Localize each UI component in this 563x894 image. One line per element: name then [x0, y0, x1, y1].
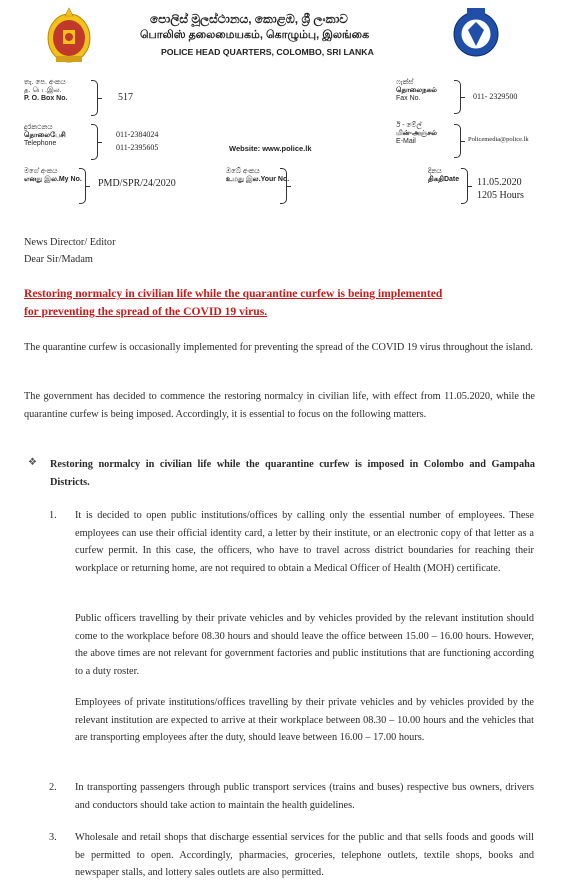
telephone-value-2: 011-2395605	[116, 143, 159, 152]
police-emblem-logo	[450, 4, 502, 62]
item-1-paragraph-3: Employees of private institutions/offices travelling by their private vehicles and by vehicles provided by the relevant institution are expected to arrive at their workplace between 08.30 – 10.00 hours and the vehicles that are transporting employees after the duty, should leave between 16.00 – 17.00 hours.	[75, 697, 534, 743]
header-tamil: பொலிஸ் தலைமையகம், கொழும்பு, இலங்கை	[140, 29, 370, 41]
pobox-value: 517	[118, 92, 133, 103]
item-2-paragraph: In transporting passengers through public transport services (trains and buses) respective bus owners, drivers and conductors should take action to maintain the health guidelines.	[75, 782, 534, 811]
my-number-value: PMD/SPR/24/2020	[98, 178, 176, 189]
salutation: Dear Sir/Madam	[24, 254, 93, 265]
date-label: දිනය திகதிDate	[428, 168, 460, 183]
time-value: 1205 Hours	[477, 190, 524, 201]
item-number-3: 3.	[49, 832, 57, 843]
email-value: Policemedia@police.lk	[468, 136, 529, 143]
letter-title-line-2: for preventing the spread of the COVID 19 virus.	[24, 305, 268, 318]
item-1-paragraph-2: Public officers travelling by their private vehicles and by vehicles provided by the relevant institution should come to the workplace before 08.30 hours and should leave the office between 15.00 – 16.00 hours. However, the above times are not relevant for government factories and public institutions that are functioning according to a duty roster.	[75, 613, 534, 677]
pobox-label: තැ. පෙ. අංකය த. பெ .இல. P. O. Box No.	[24, 79, 68, 102]
item-1-paragraph-1: It is decided to open public institutions/offices by calling only the essential number of employees. These employees can use their official identity card, a letter by their institute, or an electronic copy of that letter as a curfew permit. In this case, the officers, who have to travel across district boundaries for reaching their workplace or returning home, are not required to obtain a Medical Officer of Health (MOH) certificate.	[75, 510, 534, 574]
header-english: POLICE HEAD QUARTERS, COLOMBO, SRI LANKA	[161, 47, 374, 57]
fax-label: ෆැක්ස් தொலைநகல் Fax No.	[396, 79, 437, 102]
paragraph-1: The quarantine curfew is occasionally implemented for preventing the spread of the COVID 19 virus throughout the island.	[24, 342, 533, 353]
my-number-brace	[79, 168, 86, 204]
email-label: ඊ - මේල් மின்-அஞ்சல் E-Mail	[396, 122, 437, 145]
website-text: Website: www.police.lk	[229, 144, 312, 153]
fax-value: 011- 2329500	[473, 92, 518, 101]
date-value: 11.05.2020	[477, 177, 522, 188]
email-brace	[454, 124, 461, 158]
telephone-brace	[91, 124, 98, 160]
your-number-brace	[280, 168, 287, 204]
pobox-brace	[91, 80, 98, 116]
your-number-label: ඔබේ අංකය உமது இல.Your No.	[226, 168, 290, 183]
paragraph-2: The government has decided to commence the restoring normalcy in civilian life, with effect from 11.05.2020, while the quarantine curfew is being imposed. Accordingly, it is essential to focus on the following matters.	[24, 391, 535, 420]
header-sinhala: පොලිස් මූලස්ථානය, කොළඹ, ශ්‍රී ලංකාව	[150, 12, 348, 26]
telephone-value-1: 011-2384024	[116, 130, 159, 139]
item-number-2: 2.	[49, 782, 57, 793]
my-number-label: මගේ අංකය எனது இல.My No.	[24, 168, 82, 183]
fax-brace	[454, 80, 461, 114]
item-number-1: 1.	[49, 510, 57, 521]
sri-lanka-emblem-logo	[46, 6, 92, 66]
section-heading: Restoring normalcy in civilian life while the quarantine curfew is imposed in Colombo and Gampaha Districts.	[50, 459, 535, 488]
date-brace	[461, 168, 468, 204]
recipient: News Director/ Editor	[24, 237, 116, 248]
telephone-label: දුරකථනය தொலைபேசி Telephone	[24, 124, 66, 147]
section-bullet-icon: ❖	[28, 457, 37, 468]
letter-title-line-1: Restoring normalcy in civilian life while the quarantine curfew is being implemented	[24, 287, 443, 300]
item-3-paragraph: Wholesale and retail shops that discharge essential services for the public and that sells foods and goods will be permitted to open. Accordingly, pharmacies, groceries, telephone outlets, textile shops, books and newspaper stalls, and lottery sales outlets are also permitted.	[75, 832, 534, 878]
